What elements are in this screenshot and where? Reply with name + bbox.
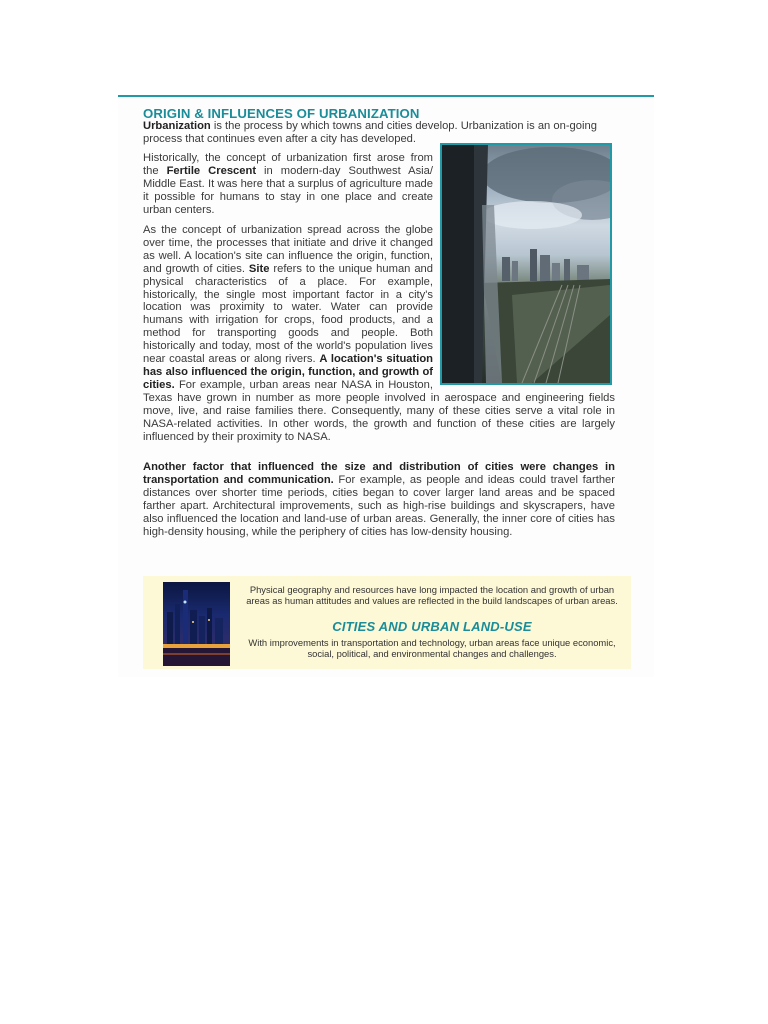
callout-bottom-text: With improvements in transportation and technology, urban areas face unique economic, social, political, and environmental changes and challenges. bbox=[248, 637, 616, 659]
night-city-thumbnail bbox=[163, 582, 230, 666]
site-term: Site bbox=[248, 262, 270, 275]
section-title: ORIGIN & INFLUENCES OF URBANIZATION bbox=[143, 106, 420, 121]
city-skyline-photo bbox=[440, 143, 612, 385]
callout-title: CITIES AND URBAN LAND-USE bbox=[332, 619, 532, 634]
transport-term: Another factor that influenced the size and distribution of cities were changes in transportation and communication. bbox=[143, 461, 615, 486]
fertile-crescent-term: Fertile Crescent bbox=[166, 164, 257, 177]
history-paragraph: Historically, the concept of urbanization first arose from the Fertile Crescent in modern-day Southwest Asia/ Middle East. It was here that a surplus of agriculture made it possible for humans to stay in one place and create urban centers. bbox=[143, 152, 433, 216]
top-divider bbox=[118, 95, 654, 97]
urbanization-term: Urbanization bbox=[143, 120, 211, 132]
spread-paragraph: As the concept of urbanization spread across the globe over time, the processes that initiate and drive it changed as well. A location's site can influence the origin, function, and growth of cities. Site refers to the unique human and physical characteristics of a place. For example, historically, the single most important factor in a city's location was proximity to water. Water can provide humans with irrigation for crops, food products, and a method for transporting goods and people. Both historically and today, most of the world's population lives near coastal areas or along rivers. A location's situation has also influenced the origin, function, and growth of cities. For example, urban areas near NASA in Houston, Texas have grown in number as more people involved in aerospace and engineering fields move, live, and raise families there. Consequently, many of these cities serve a vital role in NASA-related activities. In other words, the growth and function of these cities are largely influenced by their proximity to NASA. bbox=[143, 224, 615, 443]
intro-paragraph: Urbanization is the process by which towns and cities develop. Urbanization is an on-going process that continues even after a city has developed. bbox=[143, 120, 597, 145]
situation-term: A location's situation has also influenced the origin, function, and growth of cities. bbox=[143, 353, 434, 391]
transport-paragraph: Another factor that influenced the size and distribution of cities were changes in transportation and communication. For example, as people and ideas could travel farther distances over shorter time periods, cities began to cover larger land areas and be spaced farther apart. Architectural improvements, such as high-rise buildings and skyscrapers, have also influenced the location and land-use of urban areas. Generally, the inner core of cities has high-density housing, while the periphery of cities has low-density housing. bbox=[143, 461, 615, 538]
callout-top-text: Physical geography and resources have long impacted the location and growth of urban areas as human attitudes and values are reflected in the build landscapes of urban areas. bbox=[246, 584, 618, 606]
